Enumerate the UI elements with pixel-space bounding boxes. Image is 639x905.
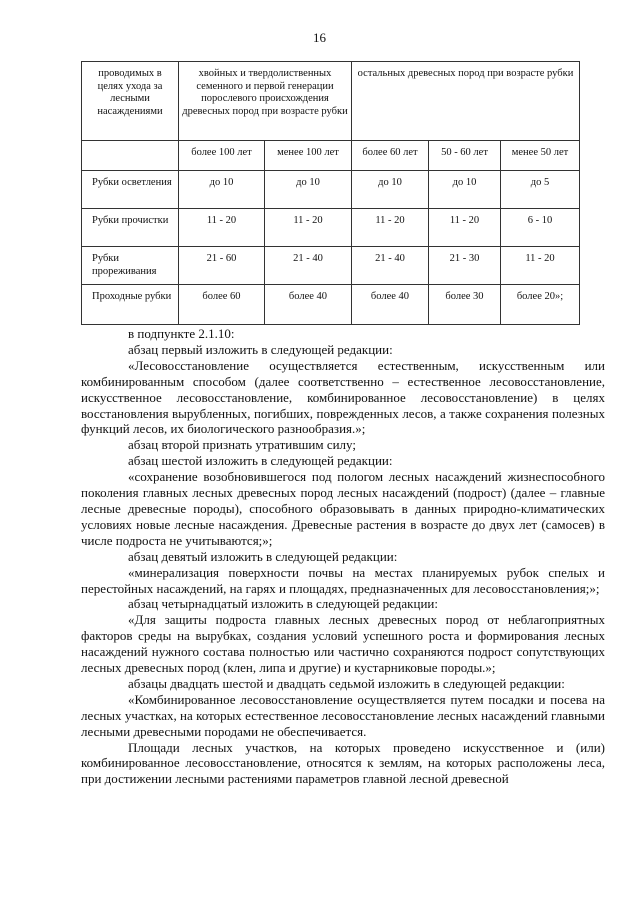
table-subheader-row <box>82 141 580 171</box>
paragraph: абзац второй признать утратившим силу; <box>128 437 356 453</box>
table-cell: до 10 <box>352 171 429 209</box>
table-cell: более 20»; <box>501 285 580 325</box>
table-cell: 21 - 40 <box>265 247 352 285</box>
paragraph: абзац шестой изложить в следующей редакции: <box>128 453 393 469</box>
table-cell: 11 - 20 <box>265 209 352 247</box>
table-subheader: более 60 лет <box>352 141 429 171</box>
table-header-purpose: проводимых в целях ухода за лесными насаждениями <box>82 62 179 141</box>
paragraph: «Для защиты подроста главных лесных древесных пород от неблагоприятных факторов среды на вырубках, создания условий успешного роста и формирования лесных насаждений нужного состава полностью или частично сохраняются подрост сопутствующих лесных древесных пород (клен, липа и другие) и кустарниковые породы.»; <box>81 612 605 676</box>
paragraph: «минерализация поверхности почвы на местах планируемых рубок спелых и перестойных насаждений, на гарях и площадях, предназначенных для лесовосстановления;»; <box>81 564 605 596</box>
paragraph: Площади лесных участков, на которых проведено искусственное и (или) комбинированное лесовосстановление, относятся к землям, на которых расположены леса, при достижении лесными растениями параметров главной лесной древесной <box>81 739 605 787</box>
table-cell: 11 - 20 <box>179 209 265 247</box>
paragraph: абзац девятый изложить в следующей редакции: <box>128 548 398 564</box>
table-row-label: Проходные рубки <box>82 285 179 325</box>
table-subheader: менее 100 лет <box>265 141 352 171</box>
table-header-coniferous-group: хвойных и твердолиственных семенного и первой генерации порослевого происхождения древесных пород при возрасте рубки <box>179 62 352 141</box>
table-row <box>82 285 580 325</box>
table-cell: до 10 <box>179 171 265 209</box>
table-cell: 11 - 20 <box>429 209 501 247</box>
table-cell: 21 - 60 <box>179 247 265 285</box>
table-row-label: Рубки осветления <box>82 171 179 209</box>
table-cell: 21 - 40 <box>352 247 429 285</box>
table-subheader: менее 50 лет <box>501 141 580 171</box>
table-subheader-empty <box>82 141 179 171</box>
table-cell: до 10 <box>265 171 352 209</box>
table-cell: до 10 <box>429 171 501 209</box>
table-cell: 11 - 20 <box>501 247 580 285</box>
table-header-other-species-group: остальных древесных пород при возрасте рубки <box>352 62 580 141</box>
table-cell: более 40 <box>352 285 429 325</box>
table-subheader: более 100 лет <box>179 141 265 171</box>
paragraph: абзац первый изложить в следующей редакции: <box>128 341 393 357</box>
paragraph: абзацы двадцать шестой и двадцать седьмой изложить в следующей редакции: <box>128 675 565 691</box>
table-row <box>82 209 580 247</box>
paragraph: в подпункте 2.1.10: <box>128 326 235 341</box>
paragraph: «Лесовосстановление осуществляется естественным, искусственным или комбинированным способом (далее соответственно – естественное лесовосстановление, искусственное лесовосстановление, комбинированное лесовосстановление) в целях восстановления вырубленных, погибших, поврежденных лесов, а также сохранения полезных функций лесов, их биологического разнообразия.»; <box>81 357 605 437</box>
table-subheader: 50 - 60 лет <box>429 141 501 171</box>
table-row <box>82 171 580 209</box>
document-body <box>81 326 605 787</box>
logging-age-table <box>81 61 580 325</box>
table-cell: более 40 <box>265 285 352 325</box>
paragraph: «Комбинированное лесовосстановление осуществляется путем посадки и посева на лесных участках, на которых естественное лесовосстановление лесных насаждений главными лесными древесными породами не обеспечивается. <box>81 691 605 739</box>
paragraph: «сохранение возобновившегося под пологом лесных насаждений жизнеспособного поколения главных лесных древесных пород лесных насаждений (подрост) (далее – главные лесные древесные породы), способного образовывать в данных природно-климатических условиях новые лесные насаждения. Древесные растения в возрасте до двух лет (самосев) в числе подроста не учитываются;»; <box>81 469 605 548</box>
table-header-row <box>82 62 580 141</box>
table-row <box>82 247 580 285</box>
table-row-label: Рубки прочистки <box>82 209 179 247</box>
paragraph: абзац четырнадцатый изложить в следующей редакции: <box>128 596 438 612</box>
table-cell: более 60 <box>179 285 265 325</box>
table-cell: 11 - 20 <box>352 209 429 247</box>
table-cell: более 30 <box>429 285 501 325</box>
table-cell: 21 - 30 <box>429 247 501 285</box>
table-cell: 6 - 10 <box>501 209 580 247</box>
page-number: 16 <box>313 30 326 45</box>
table-cell: до 5 <box>501 171 580 209</box>
table-row-label: Рубки прореживания <box>82 247 179 285</box>
